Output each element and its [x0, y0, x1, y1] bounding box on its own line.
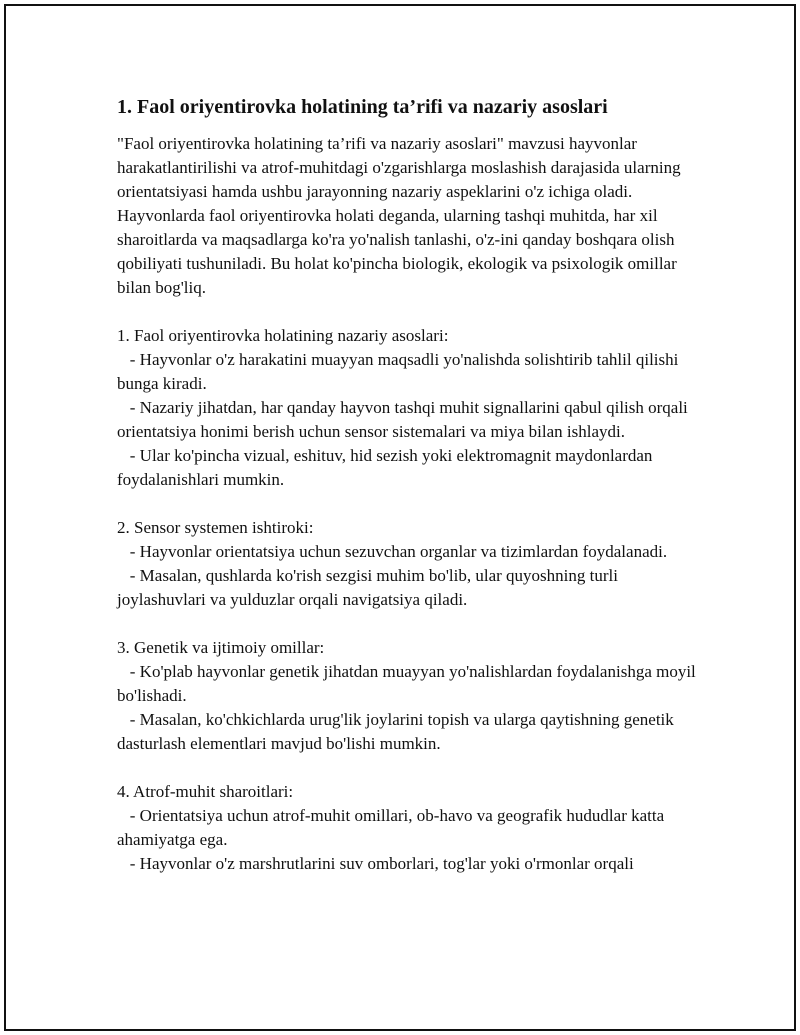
section-heading: 3. Genetik va ijtimoiy omillar: [117, 638, 325, 657]
list-item: - Hayvonlar o'z marshrutlarini suv omborlari, tog'lar yoki o'rmonlar orqali [117, 854, 634, 873]
document-body [117, 94, 701, 876]
list-item: - Orientatsiya uchun atrof-muhit omillari, ob-havo va geografik hududlar katta ahamiyatga ega. [117, 806, 669, 849]
section-environment [117, 780, 697, 876]
intro-paragraph: "Faol oriyentirovka holatining ta’rifi va nazariy asoslari" mavzusi hayvonlar harakatlantirilishi va atrof-muhitdagi o'zgarishlarga moslashish darajasida ularning orientatsiyasi hamda ushbu jarayonning nazariy aspeklarini o'z ichiga oladi. Hayvonlarda faol oriyentirovka holati deganda, ularning tashqi muhitda, har xil sharoitlarda va maqsadlarga ko'ra yo'nalish tanlashi, o'z-ini qanday boshqara olish qobiliyati tushuniladi. Bu holat ko'pincha biologik, ekologik va psixologik omillar bilan bog'liq. [117, 134, 681, 297]
section-genetic [117, 636, 701, 756]
list-item: - Nazariy jihatdan, har qanday hayvon tashqi muhit signallarini qabul qilish orqali orientatsiya honimi berish uchun sensor sistemalari va miya bilan ishlaydi. [117, 398, 693, 441]
list-item: - Ko'plab hayvonlar genetik jihatdan muayyan yo'nalishlardan foydalanishga moyil bo'lishadi. [117, 662, 701, 705]
list-item: - Ular ko'pincha vizual, eshituv, hid sezish yoki elektromagnit maydonlardan foydalanishlari mumkin. [117, 446, 657, 489]
section-heading: 1. Faol oriyentirovka holatining nazariy asoslari: [117, 326, 449, 345]
list-item: - Hayvonlar o'z harakatini muayyan maqsadli yo'nalishda solishtirib tahlil qilishi bunga kiradi. [117, 350, 683, 393]
section-sensor [117, 516, 697, 612]
list-item: - Masalan, qushlarda ko'rish sezgisi muhim bo'lib, ular quyoshning turli joylashuvlari va yulduzlar orqali navigatsiya qiladi. [117, 566, 623, 609]
section-theory [117, 324, 697, 492]
document-title: 1. Faol oriyentirovka holatining ta’rifi va nazariy asoslari [117, 96, 608, 118]
section-heading: 4. Atrof-muhit sharoitlari: [117, 782, 294, 801]
section-heading: 2. Sensor systemen ishtiroki: [117, 518, 314, 537]
list-item: - Masalan, ko'chkichlarda urug'lik joylarini topish va ularga qaytishning genetik dasturlash elementlari mavjud bo'lishi mumkin. [117, 710, 679, 753]
list-item: - Hayvonlar orientatsiya uchun sezuvchan organlar va tizimlardan foydalanadi. [117, 542, 668, 561]
